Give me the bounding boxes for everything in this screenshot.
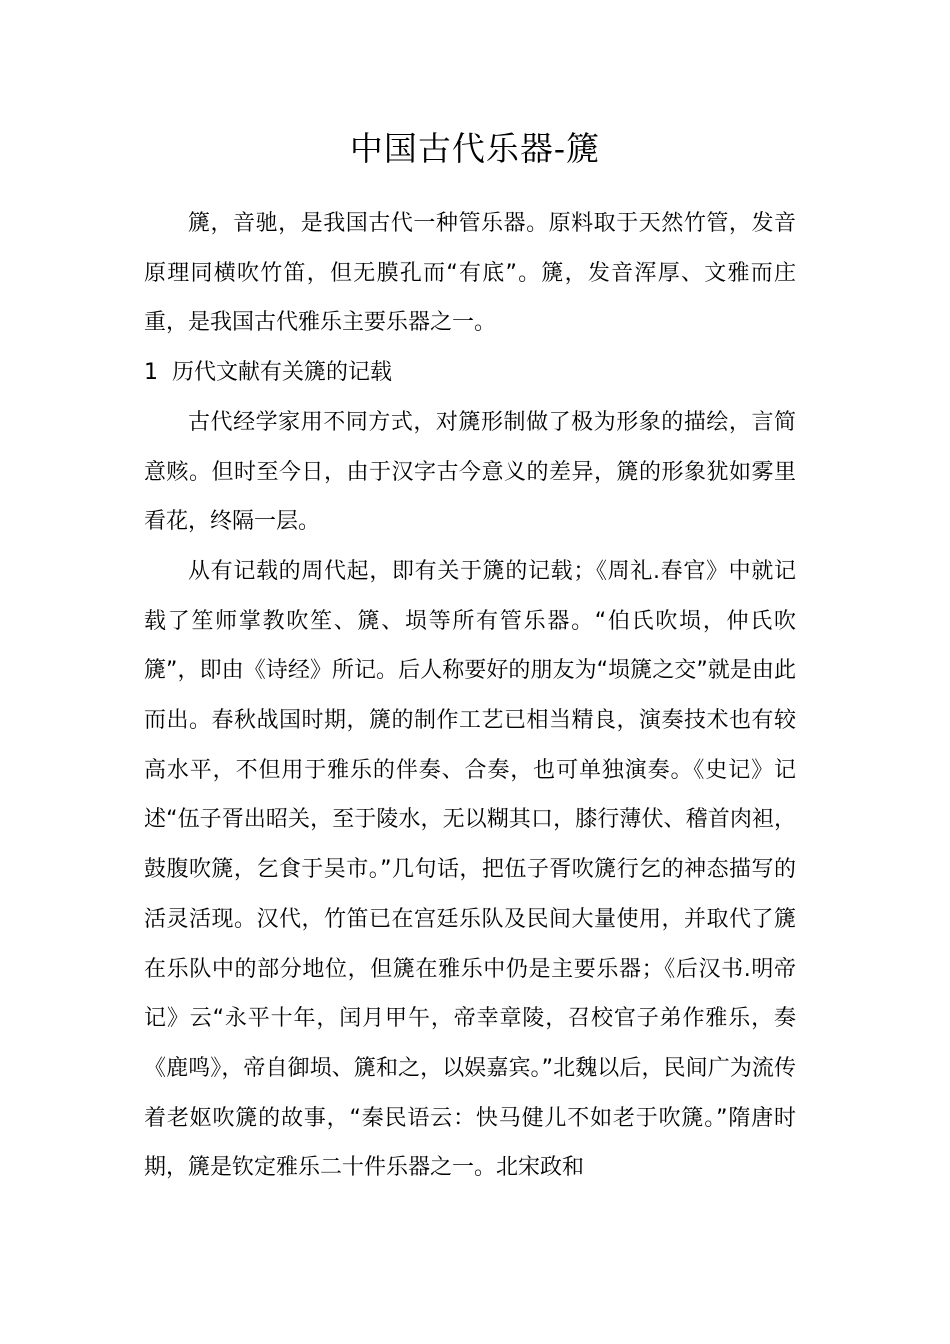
intro-paragraph: 篪，音驰，是我国古代一种管乐器。原料取于天然竹管，发音原理同横吹竹笛，但无膜孔而“有底”。篪，发音浑厚、文雅而庄重，是我国古代雅乐主要乐器之一。 (144, 211, 796, 336)
section-heading (144, 348, 796, 398)
paragraph-form-description: 古代经学家用不同方式，对篪形制做了极为形象的描绘，言简意赅。但时至今日，由于汉字古今意义的差异，篪的形象犹如雾里看花，终隔一层。 (144, 409, 796, 535)
paragraph-history: 从有记载的周代起，即有关于篪的记载；《周礼.春官》中就记载了笙师掌教吹笙、篪、埙等所有管乐器。“伯氏吹埙，仲氏吹篪”，即由《诗经》所记。后人称要好的朋友为“埙篪之交”就是由此而出。春秋战国时期，篪的制作工艺已相当精良，演奏技术也有较高水平，不但用于雅乐的伴奏、合奏，也可单独演奏。《史记》记述“伍子胥出昭关，至于陵水，无以糊其口，膝行薄伏、稽首肉袒，鼓腹吹篪，乞食于吴市。”几句话，把伍子胥吹篪行乞的神态描写的活灵活现。汉代，竹笛已在宫廷乐队及民间大量使用，并取代了篪在乐队中的部分地位，但篪在雅乐中仍是主要乐器；《后汉书.明帝记》云“永平十年，闰月甲午，帝幸章陵，召校官子弟作雅乐，奏《鹿鸣》，帝自御埙、篪和之，以娱嘉宾。”北魏以后，民间广为流传着老妪吹篪的故事，“秦民语云：快马健儿不如老于吹篪。”隋唐时期，篪是钦定雅乐二十件乐器之一。北宋政和 (144, 558, 796, 1181)
document-title: 中国古代乐器-篪 (349, 129, 601, 168)
section-number: 1 (144, 360, 158, 386)
document-body (144, 199, 796, 1193)
section-heading-text: 历代文献有关篪的记载 (172, 360, 393, 386)
